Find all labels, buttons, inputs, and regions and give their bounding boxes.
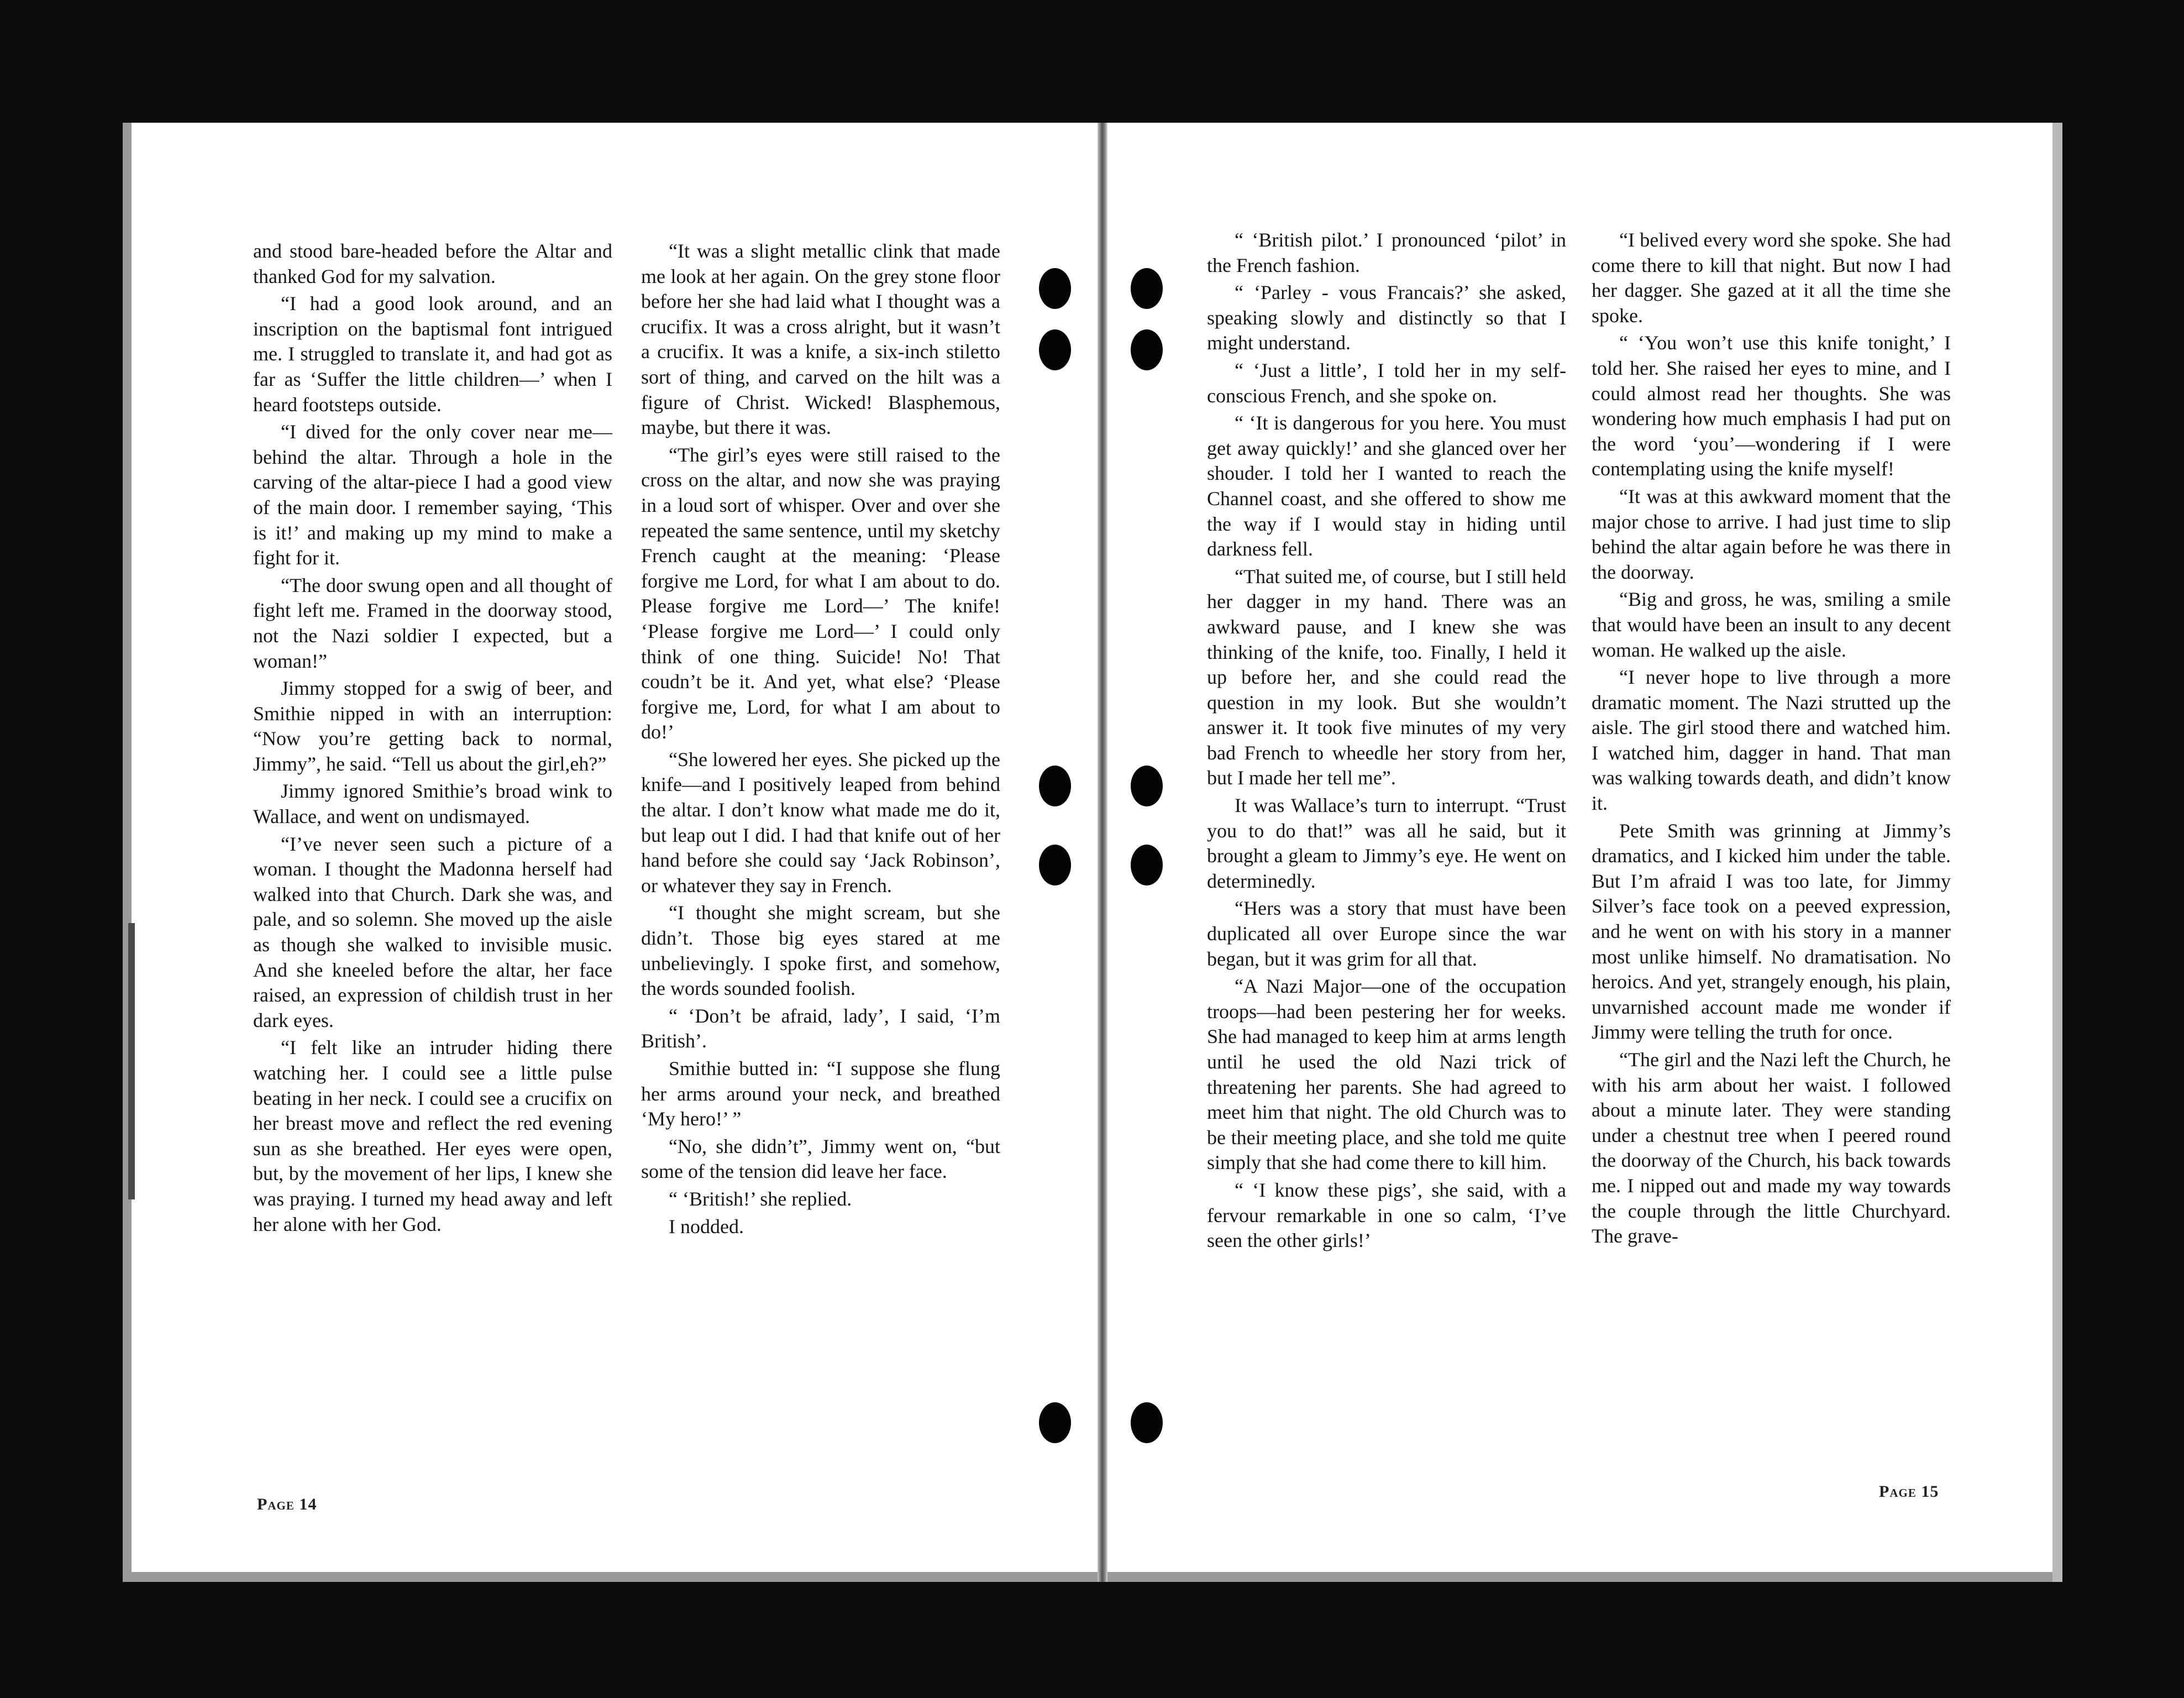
punch-hole <box>1039 766 1071 806</box>
punch-hole <box>1039 845 1071 885</box>
paragraph: “It was a slight metallic clink that made me look at her again. On the grey stone floor before her she had laid what I thought was a crucifix. It was a cross alright, but it wasn’t a crucifix. It was a knife, a six-inch stiletto sort of thing, and carved on the hilt was a figure of Christ. Wicked! Blasphemous, maybe, but there it was. <box>641 240 1000 439</box>
paragraph: “ ‘Parley - vous Francais?’ she asked, speaking slowly and distinctly so that I might understand. <box>1207 281 1566 354</box>
punch-hole <box>1131 268 1163 309</box>
paragraph: and stood bare-headed before the Altar and thanked God for my salvation. <box>253 240 612 287</box>
paragraph: “I thought she might scream, but she didn’t. Those big eyes stared at me unbelievingly. I spoke first, and somehow, the words sounded foolish. <box>641 902 1000 1000</box>
paragraph: “The girl and the Nazi left the Church, he with his arm about her waist. I followed about a minute later. They were standing under a chestnut tree when I peered round the doorway of the Church, his back towards me. I nipped out and made my way towards the couple through the little Churchyard. The grave- <box>1592 1049 1951 1248</box>
paragraph: Pete Smith was grinning at Jimmy’s dramatics, and I kicked him under the table. But I’m afraid I was too late, for Jimmy Silver’s face took on a peeved expression, and he went on with his story in a manner most unlike himself. No dramatisation. No heroics. And yet, strangely enough, his plain, unvarnished account made me wonder if Jimmy were telling the truth for once. <box>1592 819 1951 1044</box>
punch-hole <box>1131 845 1163 885</box>
punch-hole <box>1131 766 1163 806</box>
paragraph: “ ‘I know these pigs’, she said, with a fervour remarkable in one so calm, ‘I’ve seen the other girls!’ <box>1207 1178 1566 1252</box>
text-column-page15-left <box>1207 228 1566 1256</box>
punch-hole <box>1039 268 1071 309</box>
center-gutter <box>1098 123 1107 1582</box>
paragraph: “I belived every word she spoke. She had come there to kill that night. But now I had her dagger. She gazed at it all the time she spoke. <box>1592 229 1951 327</box>
paragraph: Smithie butted in: “I suppose she flung her arms around your neck, and breathed ‘My hero!’ ” <box>641 1057 1000 1130</box>
paragraph: “I never hope to live through a more dramatic moment. The Nazi strutted up the aisle. The girl stood there and watched him. I watched him, dagger in hand. That man was walking towards death, and didn’t know it. <box>1592 666 1951 815</box>
paragraph: “ ‘It is dangerous for you here. You must get away quickly!’ and she glanced over her shouder. I told her I wanted to reach the Channel coast, and she offered to show me the way if I would stay in hiding until darkness fell. <box>1207 412 1566 560</box>
paragraph: “Big and gross, he was, smiling a smile that would have been an insult to any decent woman. He walked up the aisle. <box>1592 588 1951 661</box>
punch-hole <box>1131 329 1163 370</box>
paragraph: “ ‘Don’t be afraid, lady’, I said, ‘I’m British’. <box>641 1004 1000 1052</box>
binding-edge <box>128 923 135 1199</box>
page-edge-shadow <box>123 123 132 1582</box>
page-number: Page 14 <box>257 1495 317 1513</box>
paragraph: “ ‘Just a little’, I told her in my self-conscious French, and she spoke on. <box>1207 359 1566 407</box>
paragraph: “ ‘British!’ she replied. <box>669 1187 852 1210</box>
paragraph: I nodded. <box>669 1215 744 1238</box>
text-column-page15-right <box>1592 228 1951 1251</box>
paragraph: “ ‘British pilot.’ I pronounced ‘pilot’ in the French fashion. <box>1207 229 1566 276</box>
paragraph: “That suited me, of course, but I still held her dagger in my hand. There was an awkward pause, and I knew she was thinking of the knife, too. Finally, I held it up before her, and she could read the question in my look. But she wouldn’t answer it. It took five minutes of my very bad French to wheedle her story from her, but I made her tell me”. <box>1207 565 1566 789</box>
paragraph: “Hers was a story that must have been duplicated all over Europe since the war began, but it was grim for all that. <box>1207 897 1566 970</box>
paragraph: Jimmy ignored Smithie’s broad wink to Wallace, and went on undismayed. <box>253 780 612 828</box>
paragraph: “I felt like an intruder hiding there watching her. I could see a little pulse beating in her neck. I could see a crucifix on her breast move and reflect the red evening sun as she breathed. Her eyes were open, but, by the movement of her lips, I knew she was praying. I turned my head away and left her alone with her God. <box>253 1036 612 1235</box>
paragraph: “The girl’s eyes were still raised to the cross on the altar, and now she was praying in a loud sort of whisper. Over and over she repeated the same sentence, until my sketchy French caught at the meaning: ‘Please forgive me Lord, for what I am about to do. Please forgive me Lord—’ The knife! ‘Please forgive me Lord—’ I could only think of one thing. Suicide! No! That coudn’t be it. And yet, what else? ‘Please forgive me, Lord, for what I am about to do!’ <box>641 443 1000 743</box>
punch-hole <box>1039 329 1071 370</box>
paragraph: “I’ve never seen such a picture of a woman. I thought the Madonna herself had walked into that Church. Dark she was, and pale, and so solemn. She moved up the aisle as though she walked to invisible music. And she kneeled before the altar, her face raised, an expression of childish trust in her dark eyes. <box>253 832 612 1031</box>
paragraph: “ ‘You won’t use this knife tonight,’ I told her. She raised her eyes to mine, and I could almost read her thoughts. She was wondering how much emphasis I had put on the word ‘you’—wondering if I were contemplating using the knife myself! <box>1592 332 1951 480</box>
page-edge-shadow <box>2052 123 2062 1582</box>
paragraph: “It was at this awkward moment that the major chose to arrive. I had just time to slip behind the altar again before he was there in the doorway. <box>1592 485 1951 583</box>
text-column-page14-right <box>641 239 1000 1241</box>
punch-hole <box>1039 1402 1071 1443</box>
paragraph: Jimmy stopped for a swig of beer, and Smithie nipped in with an interruption: “Now you’re getting back to normal, Jimmy”, he said. “Tell us about the girl,eh?” <box>253 677 612 775</box>
page-number: Page 15 <box>1879 1482 1939 1501</box>
text-column-page14-left <box>253 239 612 1239</box>
paragraph: “I had a good look around, and an inscription on the baptismal font intrigued me. I struggled to translate it, and had got as far as ‘Suffer the little children—’ when I heard footsteps outside. <box>253 292 612 416</box>
paragraph: It was Wallace’s turn to interrupt. “Trust you to do that!” was all he said, but it brought a gleam to Jimmy’s eye. He went on determinedly. <box>1207 794 1566 892</box>
paragraph: “She lowered her eyes. She picked up the knife—and I positively leaped from behind the altar. I don’t know what made me do it, but leap out I did. I had that knife out of her hand before she could say ‘Jack Robinson’, or whatever they say in French. <box>641 748 1000 897</box>
paragraph: “No, she didn’t”, Jimmy went on, “but some of the tension did leave her face. <box>641 1135 1000 1183</box>
paragraph: “A Nazi Major—one of the occupation troops—had been pestering her for weeks. She had managed to keep him at arms length until he used the old Nazi trick of threatening her parents. She had agreed to meet him that night. The old Church was to be their meeting place, and she told me quite simply that she had come there to kill him. <box>1207 975 1566 1174</box>
punch-hole <box>1131 1402 1163 1443</box>
page-edge-shadow <box>123 1572 2062 1582</box>
paragraph: “I dived for the only cover near me—behind the altar. Through a hole in the carving of the altar-piece I had a good view of the main door. I remember saying, ‘This is it!’ and making up my mind to make a fight for it. <box>253 421 612 569</box>
paragraph: “The door swung open and all thought of fight left me. Framed in the doorway stood, not the Nazi soldier I expected, but a woman!” <box>253 574 612 672</box>
